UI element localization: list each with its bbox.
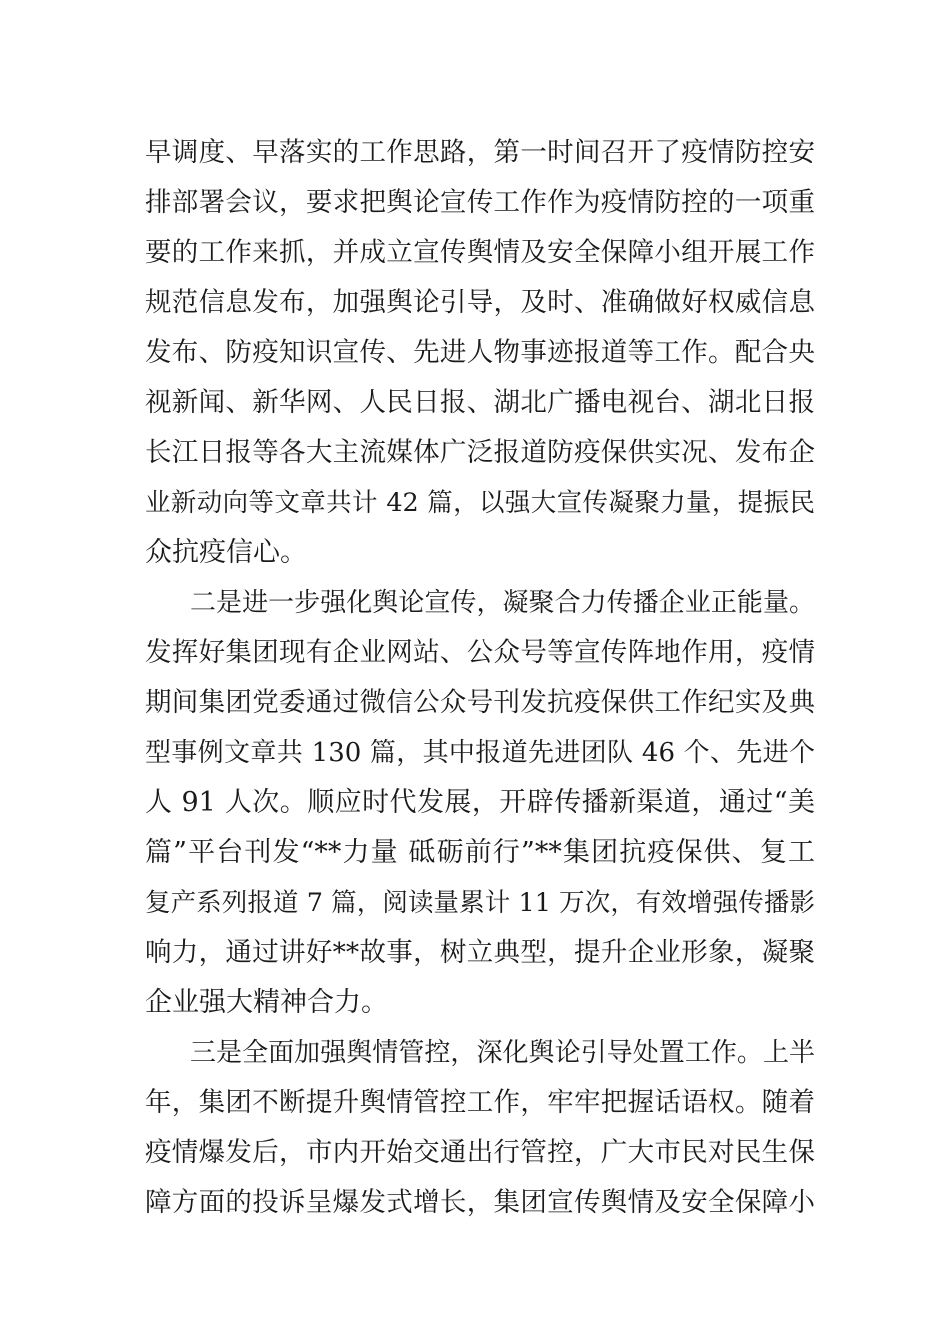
text-line-15: 篇”平台刊发“**力量 砥砺前行”**集团抗疫保供、复工: [145, 837, 815, 868]
text-line-7: 长江日报等各大主流媒体广泛报道防疫保供实况、发布企: [145, 437, 815, 468]
text-line-20: 年，集团不断提升舆情管控工作，牢牢把握话语权。随着: [145, 1087, 815, 1118]
text-line-19: 三是全面加强舆情管控，深化舆论引导处置工作。上半: [190, 1038, 815, 1068]
text-line-13: 型事例文章共 130 篇，其中报道先进团队 46 个、先进个: [145, 738, 815, 768]
text-line-16: 复产系列报道 7 篇，阅读量累计 11 万次，有效增强传播影: [145, 888, 815, 918]
text-line-2: 排部署会议，要求把舆论宣传工作作为疫情防控的一项重: [145, 187, 815, 218]
text-line-14: 人 91 人次。顺应时代发展，开辟传播新渠道，通过“美: [145, 787, 815, 818]
text-line-6: 视新闻、新华网、人民日报、湖北广播电视台、湖北日报: [145, 387, 815, 418]
text-line-5: 发布、防疫知识宣传、先进人物事迹报道等工作。配合央: [145, 337, 815, 368]
text-line-17: 响力，通过讲好**故事，树立典型，提升企业形象，凝聚: [145, 937, 815, 968]
text-line-10: 二是进一步强化舆论宣传，凝聚合力传播企业正能量。: [190, 588, 815, 618]
text-line-9: 众抗疫信心。: [145, 537, 307, 568]
text-line-18: 企业强大精神合力。: [145, 987, 388, 1018]
text-line-4: 规范信息发布，加强舆论引导，及时、准确做好权威信息: [145, 287, 815, 318]
text-line-8: 业新动向等文章共计 42 篇，以强大宣传凝聚力量，提振民: [145, 488, 815, 518]
text-line-3: 要的工作来抓，并成立宣传舆情及安全保障小组开展工作: [145, 237, 815, 268]
text-line-1: 早调度、早落实的工作思路，第一时间召开了疫情防控安: [145, 137, 815, 168]
text-line-12: 期间集团党委通过微信公众号刊发抗疫保供工作纪实及典: [145, 687, 815, 718]
text-line-21: 疫情爆发后，市内开始交通出行管控，广大市民对民生保: [145, 1137, 815, 1168]
text-line-11: 发挥好集团现有企业网站、公众号等宣传阵地作用，疫情: [145, 637, 815, 668]
text-line-22: 障方面的投诉呈爆发式增长，集团宣传舆情及安全保障小: [145, 1187, 815, 1218]
